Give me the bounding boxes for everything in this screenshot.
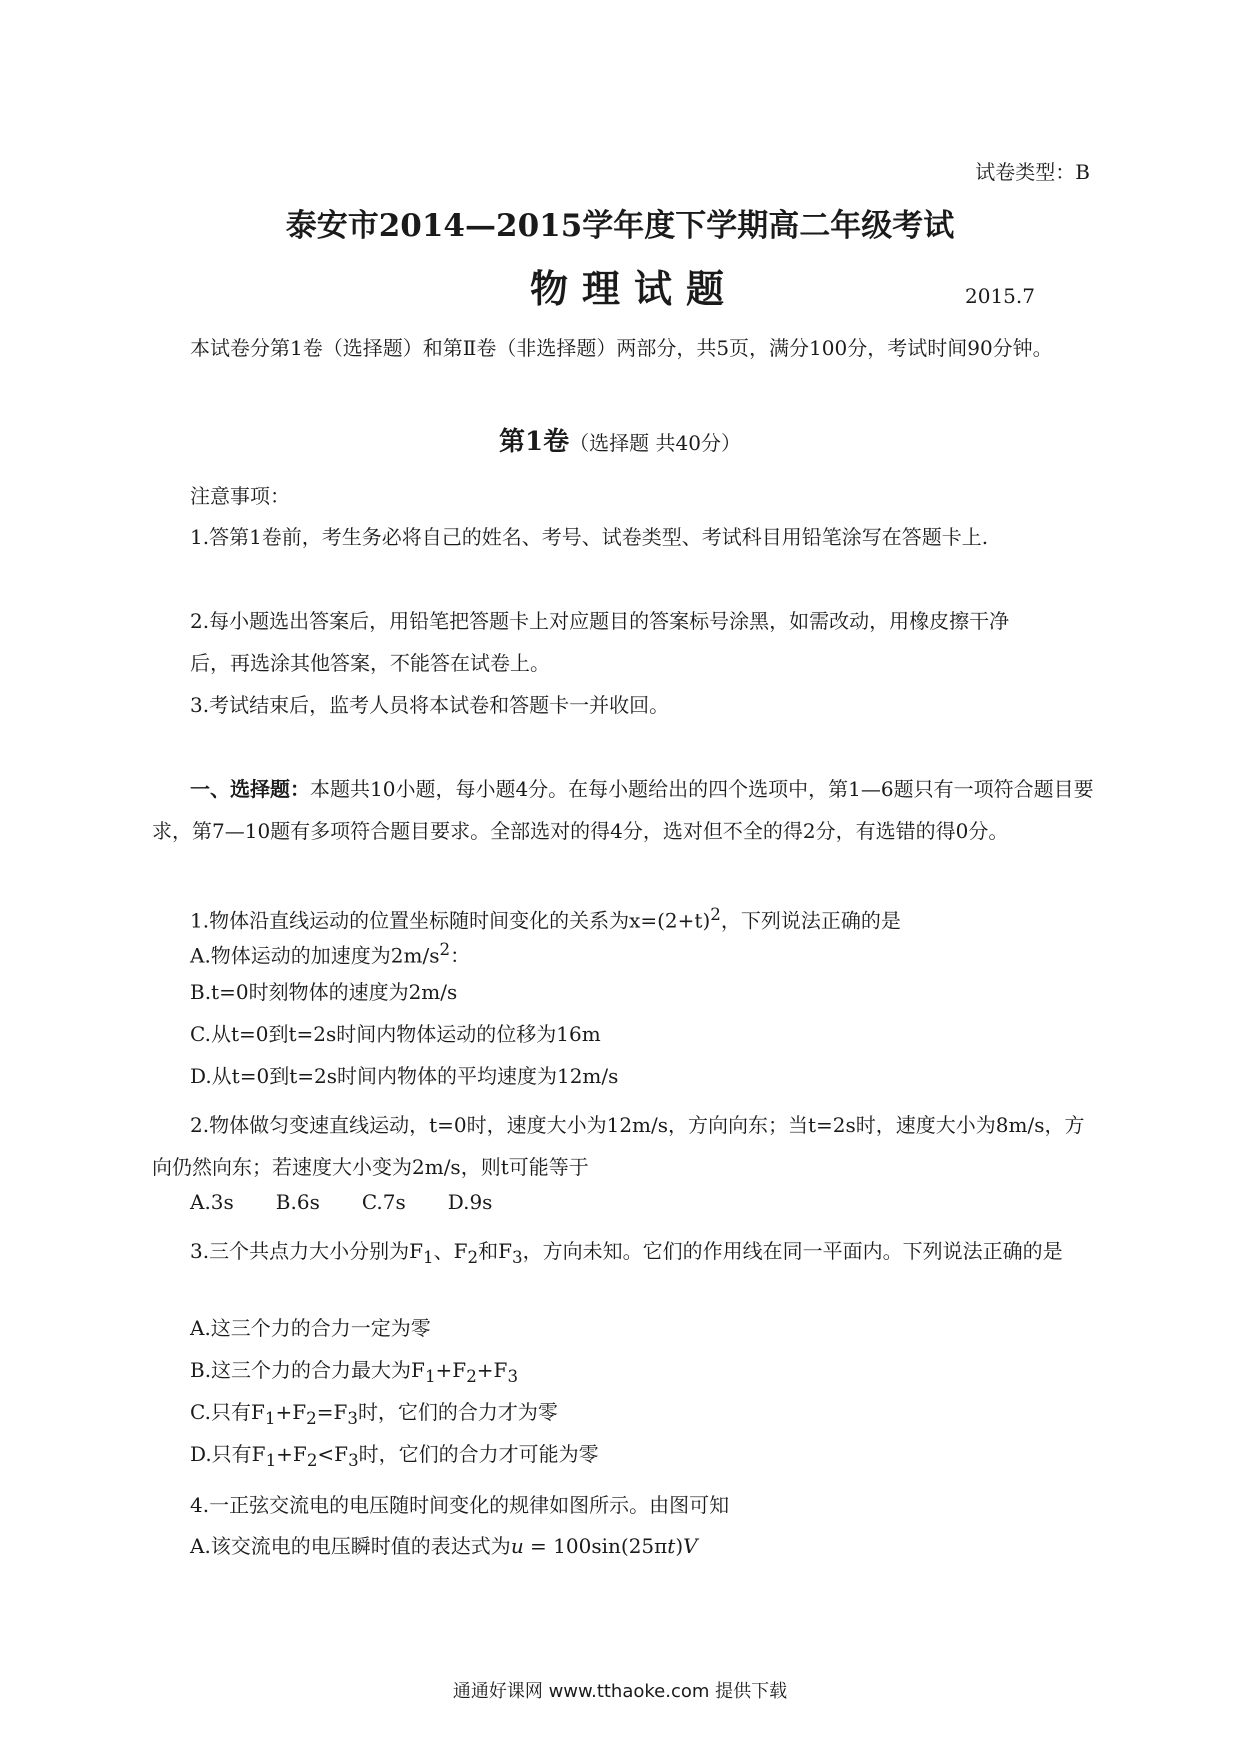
q3-d-text: D.只有F xyxy=(190,1442,266,1466)
q3-d-sub-1: 1 xyxy=(265,1451,277,1470)
note-item-3: 3.考试结束后，监考人员将本试卷和答题卡一并收回。 xyxy=(190,693,670,717)
note-item-2: 2.每小题选出答案后，用铅笔把答题卡上对应题目的答案标号涂黑，如需改动，用橡皮擦干净后，再选涂其他答案，不能答在试卷上。 xyxy=(190,609,1010,675)
q4-a-close: ) xyxy=(675,1534,684,1558)
q3-b-mid1: +F xyxy=(435,1358,467,1382)
q3-stem-text: 3.三个共点力大小分别为F xyxy=(190,1239,423,1263)
q3-option-b xyxy=(190,1356,518,1391)
question-4-stem: 4.一正弦交流电的电压随时间变化的规律如图所示。由图可知 xyxy=(190,1493,730,1517)
q3-option-d xyxy=(190,1440,599,1475)
q3-c-mid2: =F xyxy=(316,1400,348,1424)
q1-option-d: D.从t=0到t=2s时间内物体的平均速度为12m/s xyxy=(190,1064,619,1088)
q3-option-c xyxy=(190,1398,558,1433)
q3-d-sub-3: 3 xyxy=(348,1451,359,1470)
q4-a-eq: = 100sin(25π xyxy=(523,1534,668,1558)
q3-c-sub-1: 1 xyxy=(264,1409,276,1428)
q1-option-a xyxy=(190,936,470,970)
q1-stem-text: 1.物体沿直线运动的位置坐标随时间变化的关系为x=(2+t) xyxy=(190,908,711,933)
question-2-stem: 2.物体做匀变速直线运动，t=0时，速度大小为12m/s，方向向东；当t=2s时，速度大小为8m/s，方向仍然向东；若速度大小变为2m/s，则t可能等于 xyxy=(152,1113,1085,1179)
q4-option-a xyxy=(190,1532,698,1560)
footer-source: 通通好课网 www.tthaoke.com 提供下载 xyxy=(452,1681,788,1702)
q1-a-text: A.物体运动的加速度为2m/s xyxy=(190,943,440,968)
part1-text: 本题共10小题，每小题4分。在每小题给出的四个选项中，第1—6题只有一项符合题目要求，第7—10题有多项符合题目要求。全部选对的得4分，选对但不全的得2分，有选错的得0分。 xyxy=(152,777,1094,843)
q3-d-mid2: <F xyxy=(317,1442,349,1466)
q3-b-text: B.这三个力的合力最大为F xyxy=(190,1358,425,1382)
q3-stem-mid2: 和F xyxy=(478,1239,512,1263)
q1-stem-sup: 2 xyxy=(710,905,721,924)
q3-c-sub-3: 3 xyxy=(347,1409,358,1428)
q1-a-sup: 2 xyxy=(439,940,451,959)
question-1-stem xyxy=(152,894,1097,942)
q2-option-c: C.7s xyxy=(361,1190,406,1214)
question-3-stem xyxy=(152,1230,1097,1279)
part1-heading: 一、选择题： xyxy=(190,777,310,801)
q1-stem-tail: ，下列说法正确的是 xyxy=(720,908,901,933)
q2-option-b: B.6s xyxy=(275,1190,320,1214)
q1-option-b: B.t=0时刻物体的速度为2m/s xyxy=(190,980,458,1004)
part1-instructions xyxy=(152,768,1097,852)
q3-sub-1: 1 xyxy=(422,1248,434,1267)
q3-stem-tail: ，方向未知。它们的作用线在同一平面内。下列说法正确的是 xyxy=(522,1239,1063,1263)
section-heading xyxy=(0,424,1240,461)
q3-b-mid2: +F xyxy=(476,1358,508,1382)
q4-a-text: A.该交流电的电压瞬时值的表达式为 xyxy=(190,1534,511,1558)
note-item-1: 1.答第1卷前，考生务必将自己的姓名、考号、试卷类型、考试科目用铅笔涂写在答题卡上. xyxy=(190,525,989,549)
q4-a-t: t xyxy=(667,1534,676,1558)
q3-b-sub-2: 2 xyxy=(466,1367,477,1386)
q3-c-tail: 时，它们的合力才为零 xyxy=(357,1400,558,1424)
q2-options xyxy=(190,1188,534,1216)
section-title: 第1卷 xyxy=(499,427,570,457)
q3-d-tail: 时，它们的合力才可能为零 xyxy=(358,1442,599,1466)
q2-option-a: A.3s xyxy=(190,1190,234,1214)
q4-a-v: V xyxy=(683,1534,698,1558)
q3-sub-3: 3 xyxy=(511,1248,523,1267)
q3-d-sub-2: 2 xyxy=(306,1451,318,1470)
q2-option-d: D.9s xyxy=(447,1190,493,1214)
q3-sub-2: 2 xyxy=(467,1248,479,1267)
q1-a-tail: ： xyxy=(450,943,471,968)
section-note: （选择题 共40分） xyxy=(569,431,741,455)
q4-a-u: u xyxy=(510,1534,524,1558)
q3-c-text: C.只有F xyxy=(190,1400,265,1424)
q3-c-sub-2: 2 xyxy=(306,1409,317,1428)
q3-c-mid1: +F xyxy=(275,1400,307,1424)
notes-title: 注意事项： xyxy=(190,484,290,508)
subject-title: 物理试题 xyxy=(530,266,739,311)
q3-b-sub-1: 1 xyxy=(424,1367,436,1386)
exam-title: 泰安市2014—2015学年度下学期高二年级考试 xyxy=(285,208,955,244)
q3-b-sub-3: 3 xyxy=(507,1367,519,1386)
q3-stem-mid1: 、F xyxy=(433,1239,468,1263)
q1-option-c: C.从t=0到t=2s时间内物体运动的位移为16m xyxy=(190,1022,601,1046)
q3-d-mid1: +F xyxy=(276,1442,307,1466)
paper-type-label: 试卷类型：B xyxy=(975,160,1090,184)
exam-date: 2015.7 xyxy=(965,284,1035,308)
q3-option-a: A.这三个力的合力一定为零 xyxy=(190,1316,431,1340)
intro-paragraph: 本试卷分第1卷（选择题）和第Ⅱ卷（非选择题）两部分，共5页，满分100分，考试时间90分钟。 xyxy=(190,336,1053,360)
